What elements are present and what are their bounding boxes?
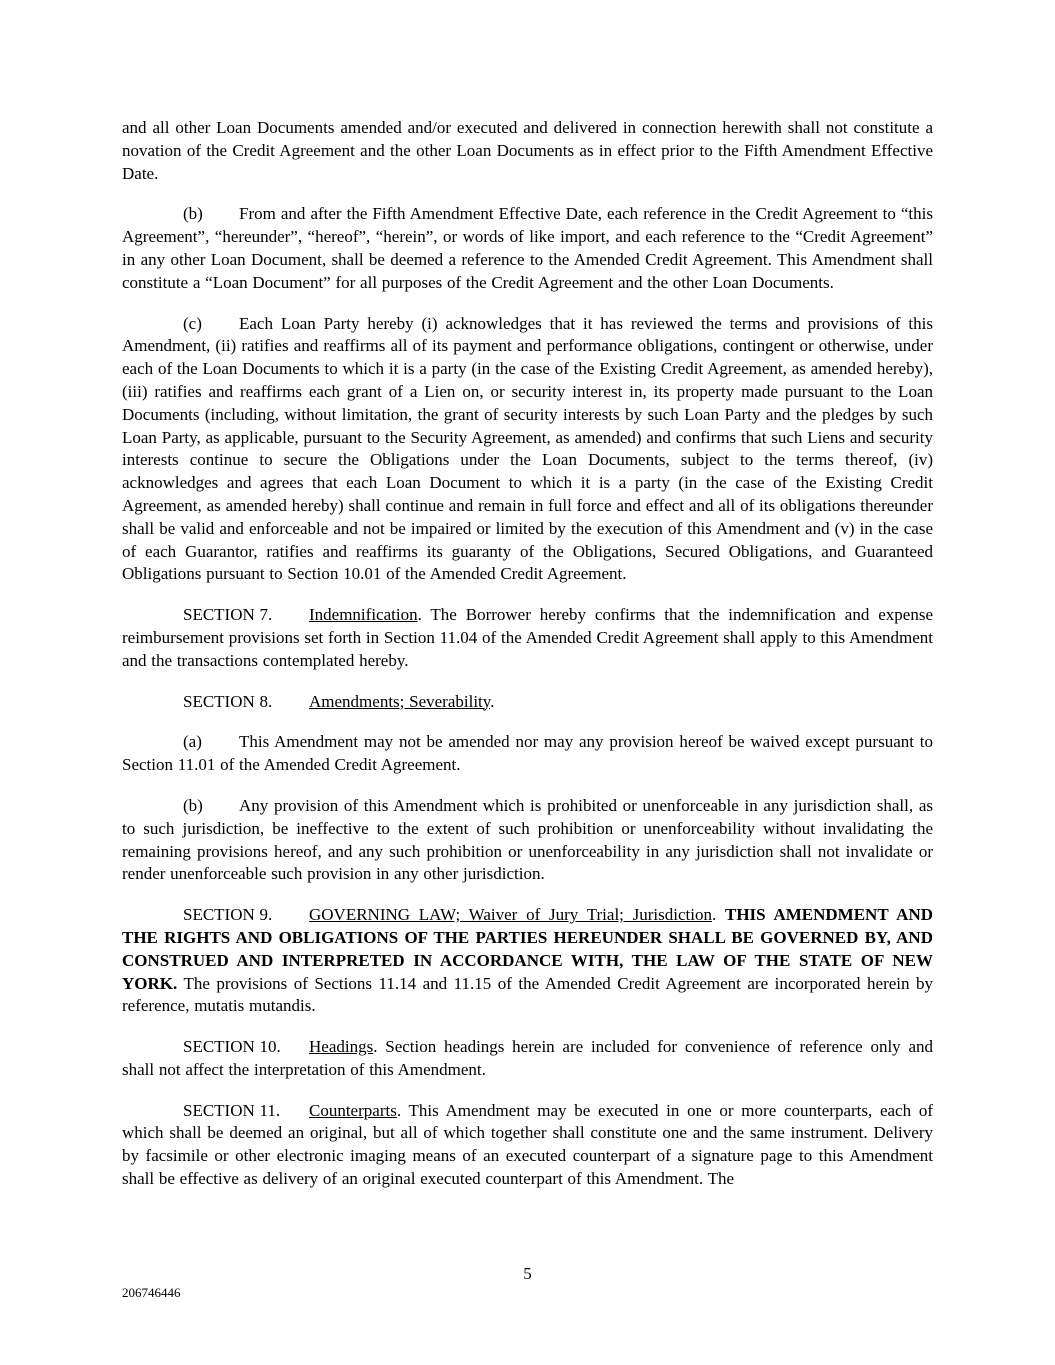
paragraph-2 — [122, 203, 933, 294]
text-segment: Any provision of this Amendment which is prohibited or unenforceable in any jurisdiction shall, as to such jurisdiction, be ineffective to the extent of such prohibition or unenforceability without invalidating the remaining provisions hereof, and any such prohibition or unenforceability in any jurisdiction shall not invalidate or render unenforceable such provision in any other jurisdiction. — [122, 795, 933, 884]
paragraph-label: SECTION 11. — [183, 1100, 281, 1120]
text-segment: Amendments; Severability — [309, 691, 491, 711]
text-segment: Each Loan Party hereby (i) acknowledges that it has reviewed the terms and provisions of this Amendment, (ii) ratifies and reaffirms all of its payment and performance obligations, contingent or otherwise, under each of the Loan Documents to which it is a party (in the case of the Existing Credit Agreement, as amended hereby), (iii) ratifies and reaffirms each grant of a Lien on, or security interest in, its property made pursuant to the Loan Documents (including, without limitation, the grant of security interests by such Loan Party and the pledges by such Loan Party, as applicable, pursuant to the Security Agreement, as amended) and confirms that such Liens and security interests continue to secure the Obligations under the Loan Documents, subject to the terms thereof, (iv) acknowledges and agrees that each Loan Document to which it is a party (in the case of the Existing Credit Agreement, as amended hereby) shall continue and remain in full force and effect and all of its obligations thereunder shall be valid and enforceable and not be impaired or limited by the execution of this Amendment and (v) in the case of each Guarantor, ratifies and reaffirms its guaranty of the Obligations, Secured Obligations, and Guaranteed Obligations pursuant to Section 10.01 of the Amended Credit Agreement. — [122, 313, 933, 584]
text-segment: and all other Loan Documents amended and/or executed and delivered in connection herewith shall not constitute a novation of the Credit Agreement and the other Loan Documents as in effect prior to the Fifth Amendment Effective Date. — [122, 118, 933, 183]
paragraph-7 — [122, 795, 933, 886]
paragraph-label: SECTION 8. — [183, 691, 273, 711]
text-segment: . This Amendment may be executed in one or more counterparts, each of which shall be deemed an original, but all of which together shall constitute one and the same instrument. Delivery by facsimile or other electronic imaging means of an executed counterpart of a signature page to this Amendment shall be effective as delivery of an original executed counterpart of this Amendment. The — [122, 1100, 933, 1189]
text-segment: . — [711, 905, 725, 925]
paragraph-5 — [122, 691, 933, 714]
paragraph-9 — [122, 1036, 933, 1082]
text-segment: Indemnification — [309, 605, 418, 625]
text-segment: The provisions of Sections 11.14 and 11.15 of the Amended Credit Agreement are incorporated herein by reference, mutatis mutandis. — [122, 973, 933, 1016]
paragraph-label: (a) — [183, 732, 202, 752]
paragraph-10 — [122, 1100, 933, 1191]
text-segment: . The Borrower hereby confirms that the indemnification and expense reimbursement provisions set forth in Section 11.04 of the Amended Credit Agreement shall apply to this Amendment and the transactions contemplated hereby. — [122, 605, 933, 670]
document-body — [122, 117, 933, 1209]
text-segment: THIS AMENDMENT AND THE RIGHTS AND OBLIGATIONS OF THE PARTIES HEREUNDER SHALL BE GOVERNED BY, AND CONSTRUED AND INTERPRETED IN ACCORDANCE WITH, THE LAW OF THE STATE OF NEW YORK. — [122, 905, 934, 993]
text-segment: . Section headings herein are included for convenience of reference only and shall not affect the interpretation of this Amendment. — [122, 1037, 933, 1079]
text-segment: This Amendment may not be amended nor may any provision hereof be waived except pursuant to Section 11.01 of the Amended Credit Agreement. — [122, 732, 933, 775]
paragraph-8 — [122, 904, 933, 1018]
text-segment: Counterparts — [309, 1100, 397, 1120]
paragraph-3 — [122, 313, 933, 587]
document-id: 206746446 — [122, 1285, 181, 1300]
paragraph-label: SECTION 10. — [183, 1037, 281, 1057]
page-number: 5 — [523, 1264, 532, 1283]
paragraph-1 — [122, 117, 933, 185]
paragraph-label: (b) — [183, 204, 203, 224]
paragraph-label: SECTION 7. — [183, 605, 273, 625]
text-segment: GOVERNING LAW; Waiver of Jury Trial; Jurisdiction — [309, 905, 712, 925]
paragraph-4 — [122, 604, 933, 672]
paragraph-6 — [122, 731, 933, 777]
paragraph-label: SECTION 9. — [183, 905, 273, 925]
paragraph-label: (b) — [183, 795, 203, 815]
text-segment: . — [490, 691, 495, 711]
text-segment: Headings — [309, 1037, 374, 1057]
paragraph-label: (c) — [183, 313, 202, 333]
text-segment: From and after the Fifth Amendment Effective Date, each reference in the Credit Agreement to “this Agreement”, “hereunder”, “hereof”, “herein”, or words of like import, and each reference to the “Credit Agreement” in any other Loan Document, shall be deemed a reference to the Amended Credit Agreement. This Amendment shall constitute a “Loan Document” for all purposes of the Credit Agreement and the other Loan Documents. — [122, 204, 933, 292]
